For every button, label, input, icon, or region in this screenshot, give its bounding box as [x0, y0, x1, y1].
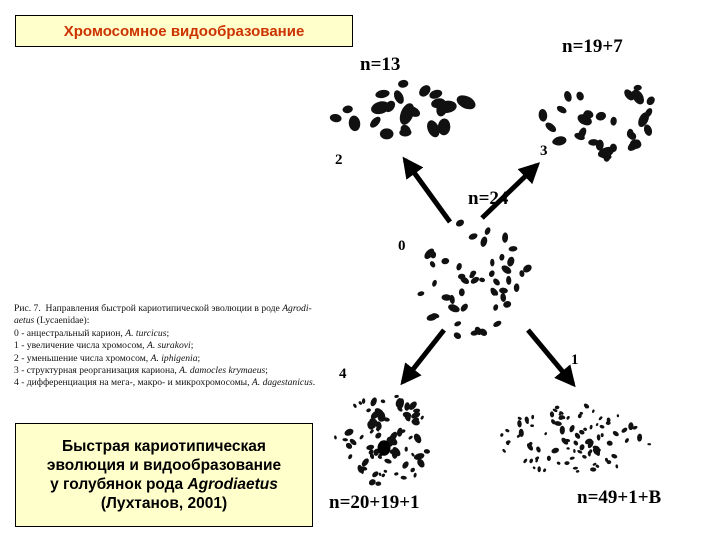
chromosome [502, 232, 509, 243]
chromosome [342, 438, 348, 442]
chromosome [479, 277, 486, 283]
arrow-to-2 [405, 160, 450, 222]
info-line-1: Быстрая кариотипическая [62, 438, 266, 455]
arrow-to-4 [403, 330, 444, 382]
chromosome [447, 303, 461, 314]
chromosome [500, 293, 507, 303]
count-label-0: n=24 [468, 188, 509, 209]
figure-caption [14, 303, 324, 390]
chromosome [380, 128, 394, 139]
chromosome [517, 416, 522, 420]
info-line-2: эволюция и видообразование [46, 457, 282, 474]
chromosome [412, 432, 423, 444]
chromosome [502, 448, 507, 453]
chromosome [615, 464, 618, 468]
chromosome [417, 291, 425, 297]
karyotype-spread-3 [538, 84, 656, 162]
karyotype-number-4: 4 [339, 366, 347, 382]
karyotype-number-1: 1 [571, 352, 579, 368]
chromosome [492, 304, 499, 312]
caption-item-1: 1 - увеличение числа хромосом, A. surakovi; [14, 340, 194, 352]
chromosome [606, 440, 613, 446]
chromosome [431, 279, 437, 287]
chromosome [343, 427, 354, 437]
chromosome [538, 109, 548, 122]
chromosome [560, 426, 565, 435]
chromosome [454, 93, 477, 113]
chromosome [459, 288, 465, 296]
chromosome [488, 269, 496, 277]
chromosome [492, 277, 501, 287]
chromosome [612, 430, 620, 437]
caption-item-2: 2 - уменьшение числа хромосом, A. iphigenia; [14, 352, 201, 364]
chromosome [468, 232, 479, 241]
chromosome [352, 403, 357, 408]
chromosome [374, 431, 382, 439]
chromosome [334, 435, 337, 439]
chromosome [610, 117, 617, 126]
chromosome [455, 218, 466, 228]
chromosome [645, 95, 656, 107]
chromosome [517, 420, 522, 428]
chromosome [529, 458, 534, 464]
chromosome [396, 427, 403, 437]
karyotype-spread-1 [500, 403, 652, 473]
chromosome [359, 434, 365, 440]
chromosome [459, 302, 469, 313]
chromosome [556, 461, 561, 465]
karyotype-spread-2 [329, 79, 478, 139]
chromosome [394, 394, 399, 398]
chromosome [420, 415, 424, 420]
chromosome [380, 399, 385, 404]
chromosome [347, 453, 353, 459]
info-box [15, 423, 313, 527]
chromosome [360, 457, 370, 468]
karyotype-spread-4 [334, 394, 431, 486]
chromosome [555, 405, 560, 409]
chromosome [371, 470, 380, 478]
info-line-4: (Лухтанов, 2001) [100, 495, 228, 512]
chromosome [401, 460, 410, 470]
chromosome [597, 434, 601, 441]
chromosome [589, 425, 593, 430]
chromosome [569, 456, 575, 460]
chromosome [547, 456, 551, 461]
chromosome [394, 472, 399, 476]
chromosome [368, 115, 382, 130]
chromosome [566, 415, 571, 420]
chromosome [621, 427, 629, 434]
chromosome [381, 473, 386, 478]
chromosome-spreads [329, 79, 656, 487]
chromosome [579, 444, 586, 451]
chromosome [499, 254, 505, 261]
karyotype-number-0: 0 [398, 238, 406, 254]
chromosome [575, 91, 585, 102]
chromosome [617, 414, 620, 417]
chromosome [563, 90, 573, 103]
chromosome [429, 260, 437, 268]
chromosome [456, 262, 463, 271]
caption-item-4: 4 - дифференциация на мега-, макро- и микрохромосомы, A. dagestanicus. [14, 377, 316, 389]
chromosome [342, 105, 354, 114]
chromosome [452, 331, 462, 340]
chromosome [505, 428, 510, 433]
chromosome [348, 115, 361, 132]
chromosome [595, 423, 598, 427]
chromosome [384, 458, 393, 465]
chromosome [566, 447, 569, 450]
chromosome [637, 433, 643, 441]
chromosome [592, 409, 596, 413]
chromosome [556, 104, 568, 115]
karyotype-spread-0 [417, 218, 533, 340]
chromosome [590, 467, 596, 472]
chromosome [551, 447, 560, 455]
chromosome [599, 424, 605, 429]
chromosome [441, 257, 450, 264]
chromosome [479, 236, 488, 248]
chromosome [576, 470, 580, 473]
chromosome [514, 283, 520, 292]
chromosome [624, 437, 630, 443]
chromosome [490, 259, 495, 267]
chromosome [484, 226, 492, 235]
chromosome [531, 415, 534, 420]
count-label-2: n=13 [360, 54, 401, 75]
chromosome [523, 458, 528, 464]
chromosome [532, 466, 536, 470]
chromosome [535, 446, 541, 453]
chromosome [542, 468, 546, 473]
chromosome [544, 432, 548, 436]
chromosome [413, 472, 417, 478]
chromosome [411, 418, 421, 426]
chromosome [544, 121, 558, 134]
count-label-3: n=19+7 [562, 36, 623, 57]
caption-item-3: 3 - структурная реорганизация кариона, A. damocles krymaeus; [14, 365, 268, 377]
chromosome [329, 113, 342, 123]
caption-heading: Рис. 7. Направления быстрой кариотипической эволюции в роде Agrodi- [14, 303, 312, 314]
count-label-1: n=49+1+B [577, 487, 662, 508]
chromosome [505, 440, 511, 445]
chromosome [492, 319, 502, 328]
caption-line-2: aetus (Lycaenidae): [14, 315, 90, 327]
chromosome [582, 454, 588, 459]
chromosome [400, 475, 407, 480]
chromosome [375, 481, 381, 486]
slide-title-text: Хромосомное видообразование [63, 22, 305, 40]
chromosome [573, 449, 576, 453]
chromosome [383, 469, 387, 473]
chromosome [378, 472, 381, 476]
chromosome [573, 440, 579, 447]
megachromosome [378, 440, 391, 456]
karyotype-number-3: 3 [540, 143, 548, 159]
chromosome [506, 256, 515, 267]
chromosome [424, 449, 431, 454]
chromosome [368, 478, 377, 487]
karyotype-number-2: 2 [335, 152, 343, 168]
chromosome [538, 466, 541, 472]
chromosome [647, 443, 651, 446]
count-label-4: n=20+19+1 [329, 492, 420, 513]
chromosome [362, 398, 366, 404]
chromosome [366, 408, 372, 413]
caption-item-0: 0 - анцестральный карион, A. turcicus; [14, 327, 170, 339]
chromosome [408, 435, 413, 440]
chromosome [595, 111, 607, 122]
chromosome [369, 396, 378, 407]
chromosome [375, 89, 391, 99]
chromosome [611, 453, 618, 459]
chromosome [530, 424, 534, 427]
chromosome [500, 433, 504, 438]
chromosome [601, 433, 604, 437]
chromosome [499, 287, 508, 294]
chromosome [397, 79, 408, 88]
chromosome [573, 467, 578, 470]
arrow-to-1 [528, 330, 573, 384]
chromosome [410, 467, 416, 473]
chromosome [508, 246, 517, 252]
chromosome [453, 320, 461, 327]
chromosome [405, 447, 408, 452]
chromosome [564, 461, 570, 465]
chromosome [598, 416, 603, 421]
chromosome [568, 424, 575, 433]
chromosome [366, 444, 375, 451]
chromosome [506, 276, 512, 285]
chromosome [550, 411, 555, 418]
info-line-3: у голубянок рода Agrodiaetus [50, 476, 278, 493]
